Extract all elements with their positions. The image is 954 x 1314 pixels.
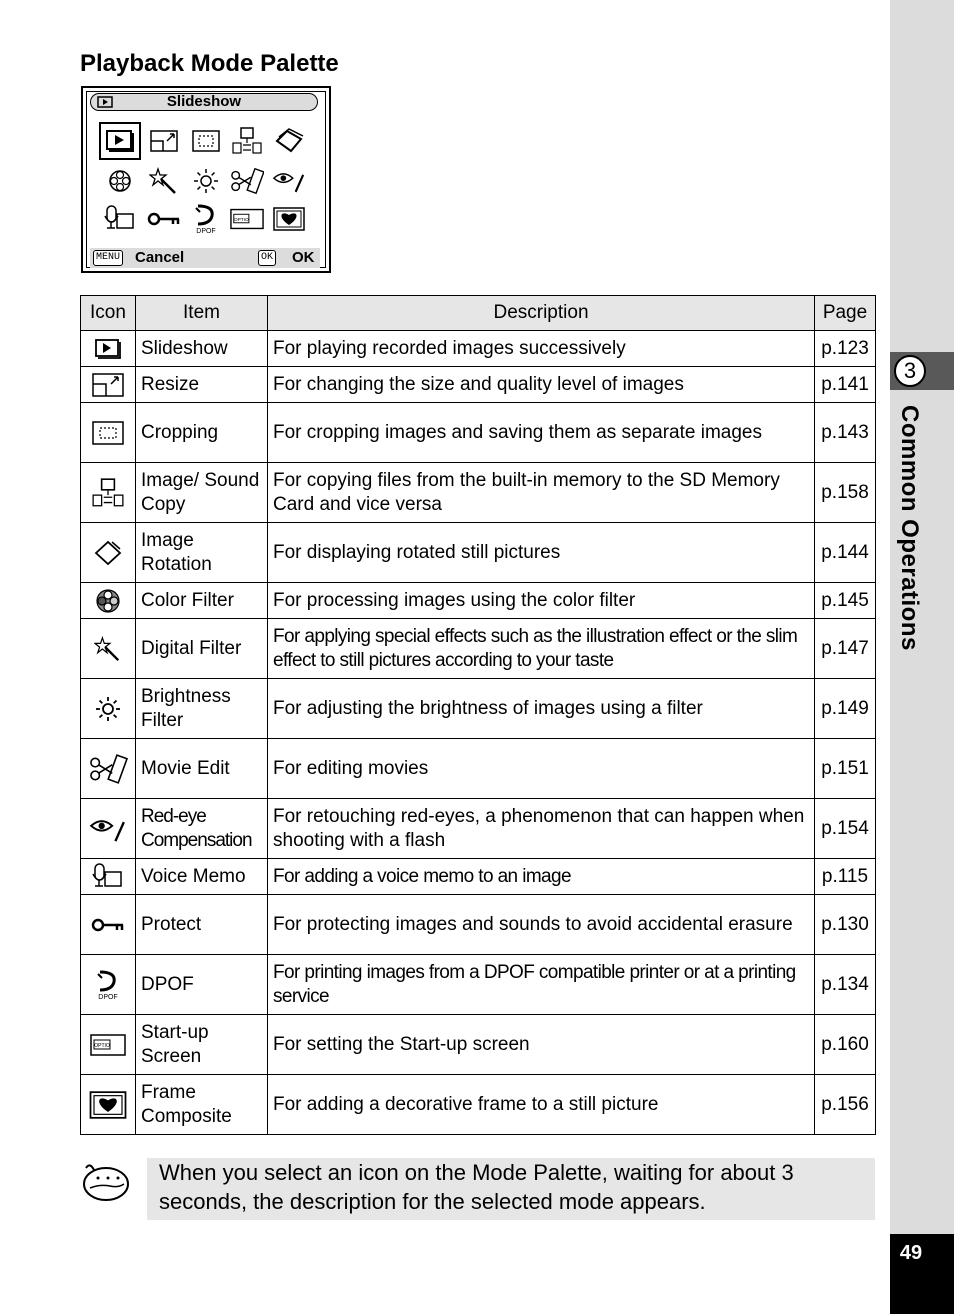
cropping-icon [191, 129, 221, 153]
page-cell: p.156 [815, 1075, 876, 1135]
page-cell: p.160 [815, 1015, 876, 1075]
description-cell: For adding a voice memo to an image [268, 859, 815, 895]
description-cell: For displaying rotated still pictures [268, 523, 815, 583]
table-header-row [81, 296, 876, 331]
slideshow-icon [105, 129, 135, 153]
icon-cell [81, 619, 136, 679]
palette-startup-screen[interactable] [230, 204, 264, 234]
page-number: 49 [899, 1242, 923, 1264]
red-eye-icon [272, 166, 306, 196]
description-cell: For editing movies [268, 739, 815, 799]
page-cell: p.144 [815, 523, 876, 583]
image-sound-copy-icon [231, 127, 263, 155]
icon-cell [81, 1075, 136, 1135]
icon-cell [81, 331, 136, 367]
description-cell: For retouching red-eyes, a phenomenon that can happen when shooting with a flash [268, 799, 815, 859]
optio-text: OPTIO [233, 217, 249, 223]
icon-cell [81, 679, 136, 739]
palette-frame-composite[interactable] [272, 204, 306, 234]
memo-icon [80, 1160, 130, 1204]
icon-cell [81, 523, 136, 583]
palette-slideshow[interactable] [103, 126, 137, 156]
startup-screen-icon [230, 207, 264, 231]
palette-color-filter[interactable] [103, 166, 137, 196]
page-cell: p.154 [815, 799, 876, 859]
item-cell: DPOF [136, 955, 268, 1015]
section-title: Playback Mode Palette [80, 50, 339, 77]
image-rotation-icon [93, 539, 123, 567]
icon-cell [81, 583, 136, 619]
color-filter-icon [95, 588, 121, 614]
image-sound-copy-icon [91, 478, 125, 508]
playback-items-table [80, 295, 876, 1135]
page-cell: p.143 [815, 403, 876, 463]
table-row [81, 583, 876, 619]
icon-cell [81, 403, 136, 463]
page-cell: p.151 [815, 739, 876, 799]
page-cell: p.134 [815, 955, 876, 1015]
slideshow-icon [94, 338, 122, 360]
header-page: Page [815, 296, 876, 331]
item-cell: Digital Filter [136, 619, 268, 679]
image-rotation-icon [273, 127, 305, 155]
brightness-filter-icon [192, 167, 220, 195]
icon-cell [81, 859, 136, 895]
resize-icon [149, 129, 179, 153]
page-cell: p.149 [815, 679, 876, 739]
dpof-text: DPOF [196, 228, 216, 234]
header-item: Item [136, 296, 268, 331]
voice-memo-icon [104, 204, 136, 234]
table-row [81, 739, 876, 799]
dpof-icon [190, 204, 222, 234]
table-row [81, 955, 876, 1015]
memo-text: When you select an icon on the Mode Palette, waiting for about 3 seconds, the description for the selected mode appears. [159, 1160, 794, 1214]
table-row [81, 331, 876, 367]
icon-cell [81, 955, 136, 1015]
table-row [81, 1015, 876, 1075]
memo-box [147, 1158, 875, 1220]
palette-dpof[interactable] [189, 204, 223, 234]
page-cell: p.145 [815, 583, 876, 619]
icon-cell [81, 1015, 136, 1075]
item-cell: Image/ Sound Copy [136, 463, 268, 523]
frame-composite-icon [89, 1091, 127, 1119]
item-cell: Start-up Screen [136, 1015, 268, 1075]
ok-label: OK [292, 249, 315, 266]
page-cell: p.115 [815, 859, 876, 895]
frame-composite-icon [273, 207, 305, 231]
digital-filter-icon [149, 167, 179, 195]
palette-protect[interactable] [147, 204, 181, 234]
protect-icon [91, 915, 125, 935]
table-row [81, 799, 876, 859]
red-eye-icon [89, 813, 127, 845]
icon-cell [81, 463, 136, 523]
menu-key[interactable]: MENU [93, 250, 123, 266]
table-row [81, 1075, 876, 1135]
description-cell: For adjusting the brightness of images using a filter [268, 679, 815, 739]
ok-key[interactable]: OK [258, 250, 276, 266]
item-cell: Protect [136, 895, 268, 955]
description-cell: For printing images from a DPOF compatible printer or at a printing service [268, 955, 815, 1015]
item-cell: Slideshow [136, 331, 268, 367]
description-cell: For setting the Start-up screen [268, 1015, 815, 1075]
digital-filter-icon [94, 635, 122, 663]
voice-memo-icon [92, 862, 124, 892]
table-row [81, 523, 876, 583]
icon-cell [81, 739, 136, 799]
page-cell: p.123 [815, 331, 876, 367]
palette-resize[interactable] [147, 126, 181, 156]
brightness-filter-icon [94, 695, 122, 723]
header-description: Description [268, 296, 815, 331]
description-cell: For processing images using the color filter [268, 583, 815, 619]
item-cell: Voice Memo [136, 859, 268, 895]
palette-red-eye[interactable] [272, 166, 306, 196]
table-row [81, 463, 876, 523]
table-row [81, 619, 876, 679]
optio-text: OPTIO [94, 1042, 110, 1049]
icon-cell [81, 895, 136, 955]
dpof-text: DPOF [98, 993, 118, 1000]
item-cell: Frame Composite [136, 1075, 268, 1135]
description-cell: For applying special effects such as the illustration effect or the slim effect to still pictures according to your taste [268, 619, 815, 679]
chapter-side-tab [890, 0, 954, 1314]
palette-brightness-filter[interactable] [189, 166, 223, 196]
palette-footer [90, 248, 320, 268]
item-cell: Movie Edit [136, 739, 268, 799]
palette-header [90, 93, 318, 111]
chapter-title: Common Operations [896, 405, 923, 651]
header-icon: Icon [81, 296, 136, 331]
mode-palette-screen [81, 86, 331, 273]
chapter-number: 3 [894, 355, 926, 387]
palette-image-sound-copy[interactable] [230, 126, 264, 156]
dpof-icon [92, 970, 124, 1000]
item-cell: Image Rotation [136, 523, 268, 583]
table-row [81, 859, 876, 895]
item-cell: Resize [136, 367, 268, 403]
table-row [81, 679, 876, 739]
resize-icon [92, 373, 124, 397]
icon-cell [81, 367, 136, 403]
item-cell: Color Filter [136, 583, 268, 619]
description-cell: For protecting images and sounds to avoid accidental erasure [268, 895, 815, 955]
palette-voice-memo[interactable] [103, 204, 137, 234]
description-cell: For changing the size and quality level of images [268, 367, 815, 403]
item-cell: Cropping [136, 403, 268, 463]
description-cell: For copying files from the built-in memory to the SD Memory Card and vice versa [268, 463, 815, 523]
table-row [81, 403, 876, 463]
startup-screen-icon [89, 1033, 127, 1057]
item-cell: Red-eye Compensation [136, 799, 268, 859]
cropping-icon [92, 421, 124, 445]
movie-edit-icon [230, 166, 264, 196]
page-cell: p.141 [815, 367, 876, 403]
palette-cropping[interactable] [189, 126, 223, 156]
description-cell: For adding a decorative frame to a still picture [268, 1075, 815, 1135]
page-cell: p.158 [815, 463, 876, 523]
page-cell: p.147 [815, 619, 876, 679]
palette-digital-filter[interactable] [147, 166, 181, 196]
palette-header-title: Slideshow [166, 93, 242, 110]
icon-cell [81, 799, 136, 859]
palette-icon-grid [101, 124, 316, 236]
table-row [81, 895, 876, 955]
item-cell: Brightness Filter [136, 679, 268, 739]
color-filter-icon [107, 168, 133, 194]
page-number-box [890, 1234, 954, 1314]
movie-edit-icon [88, 753, 128, 785]
table-row [81, 367, 876, 403]
protect-icon [147, 209, 181, 229]
palette-image-rotation[interactable] [272, 126, 306, 156]
palette-movie-edit[interactable] [230, 166, 264, 196]
description-cell: For playing recorded images successively [268, 331, 815, 367]
page-cell: p.130 [815, 895, 876, 955]
cancel-label: Cancel [135, 249, 185, 266]
description-cell: For cropping images and saving them as separate images [268, 403, 815, 463]
